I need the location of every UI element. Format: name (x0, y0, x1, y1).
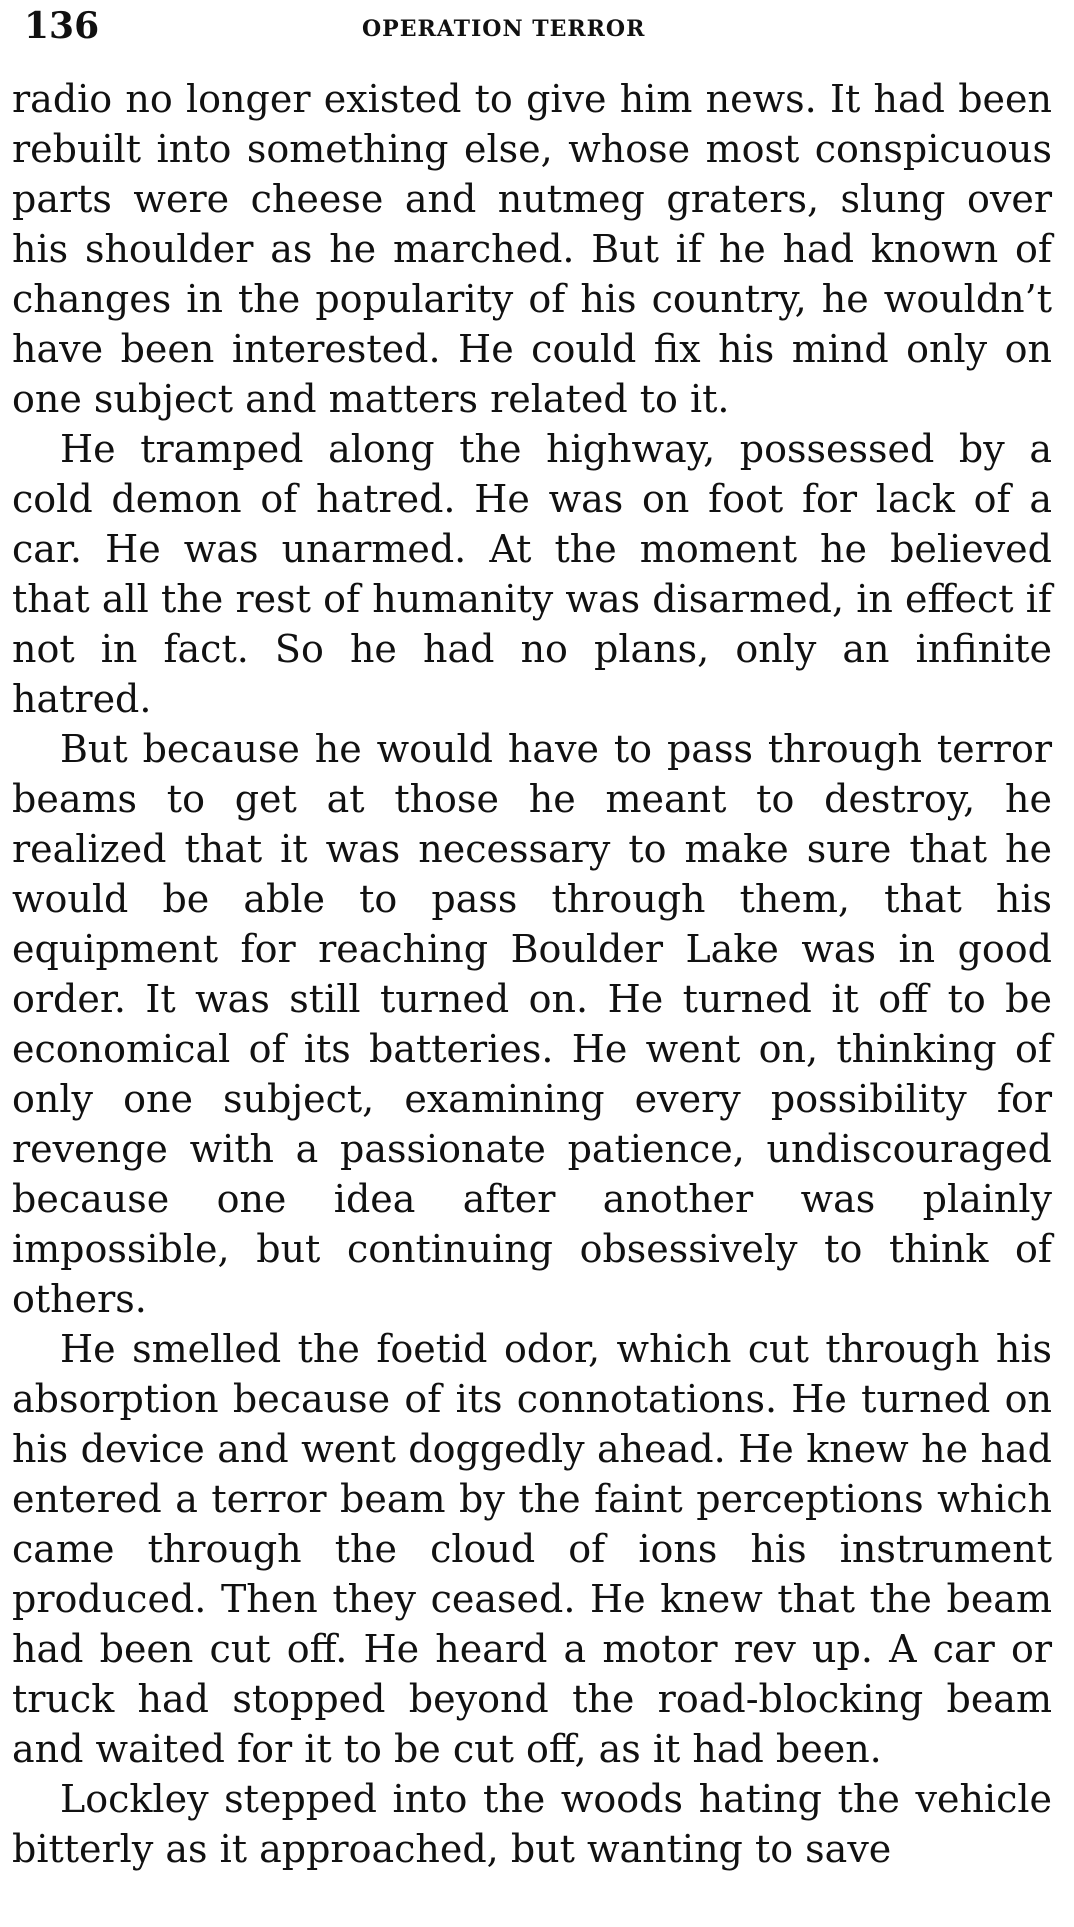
paragraph: He smelled the foetid odor, which cut through his absorption because of its connotations. He turned on his device and went doggedly ahead. He knew he had entered a terror beam by the faint perceptions which came through the cloud of ions his instrument produced. Then they ceased. He knew that the beam had been cut off. He heard a motor rev up. A car or truck had stopped beyond the road-blocking beam and waited for it to be cut off, as it had been. (12, 1327, 1052, 1771)
paragraph: He tramped along the highway, possessed by a cold demon of hatred. He was on foot for lack of a car. He was unarmed. At the moment he believed that all the rest of humanity was disarmed, in effect if not in fact. So he had no plans, only an infinite hatred. (12, 427, 1052, 721)
page-number: 136 (24, 5, 100, 47)
running-title: OPERATION TERROR (362, 16, 646, 42)
body-text (12, 74, 1052, 1874)
paragraph: radio no longer existed to give him news. It had been rebuilt into something else, whose most conspicuous parts were cheese and nutmeg graters, slung over his shoulder as he marched. But if he had known of changes in the popularity of his country, he wouldn’t have been interested. He could fix his mind only on one subject and matters related to it. (12, 77, 1052, 421)
running-head (12, 0, 1052, 52)
paragraph: Lockley stepped into the woods hating the vehicle bitterly as it approached, but wanting to save (12, 1777, 1052, 1871)
paragraph: But because he would have to pass through terror beams to get at those he meant to destroy, he realized that it was necessary to make sure that he would be able to pass through them, that his equipment for reaching Boulder Lake was in good order. It was still turned on. He turned it off to be economical of its batteries. He went on, thinking of only one subject, examining every possibility for revenge with a passionate patience, undiscouraged because one idea after another was plainly impossible, but continuing obsessively to think of others. (12, 727, 1052, 1321)
